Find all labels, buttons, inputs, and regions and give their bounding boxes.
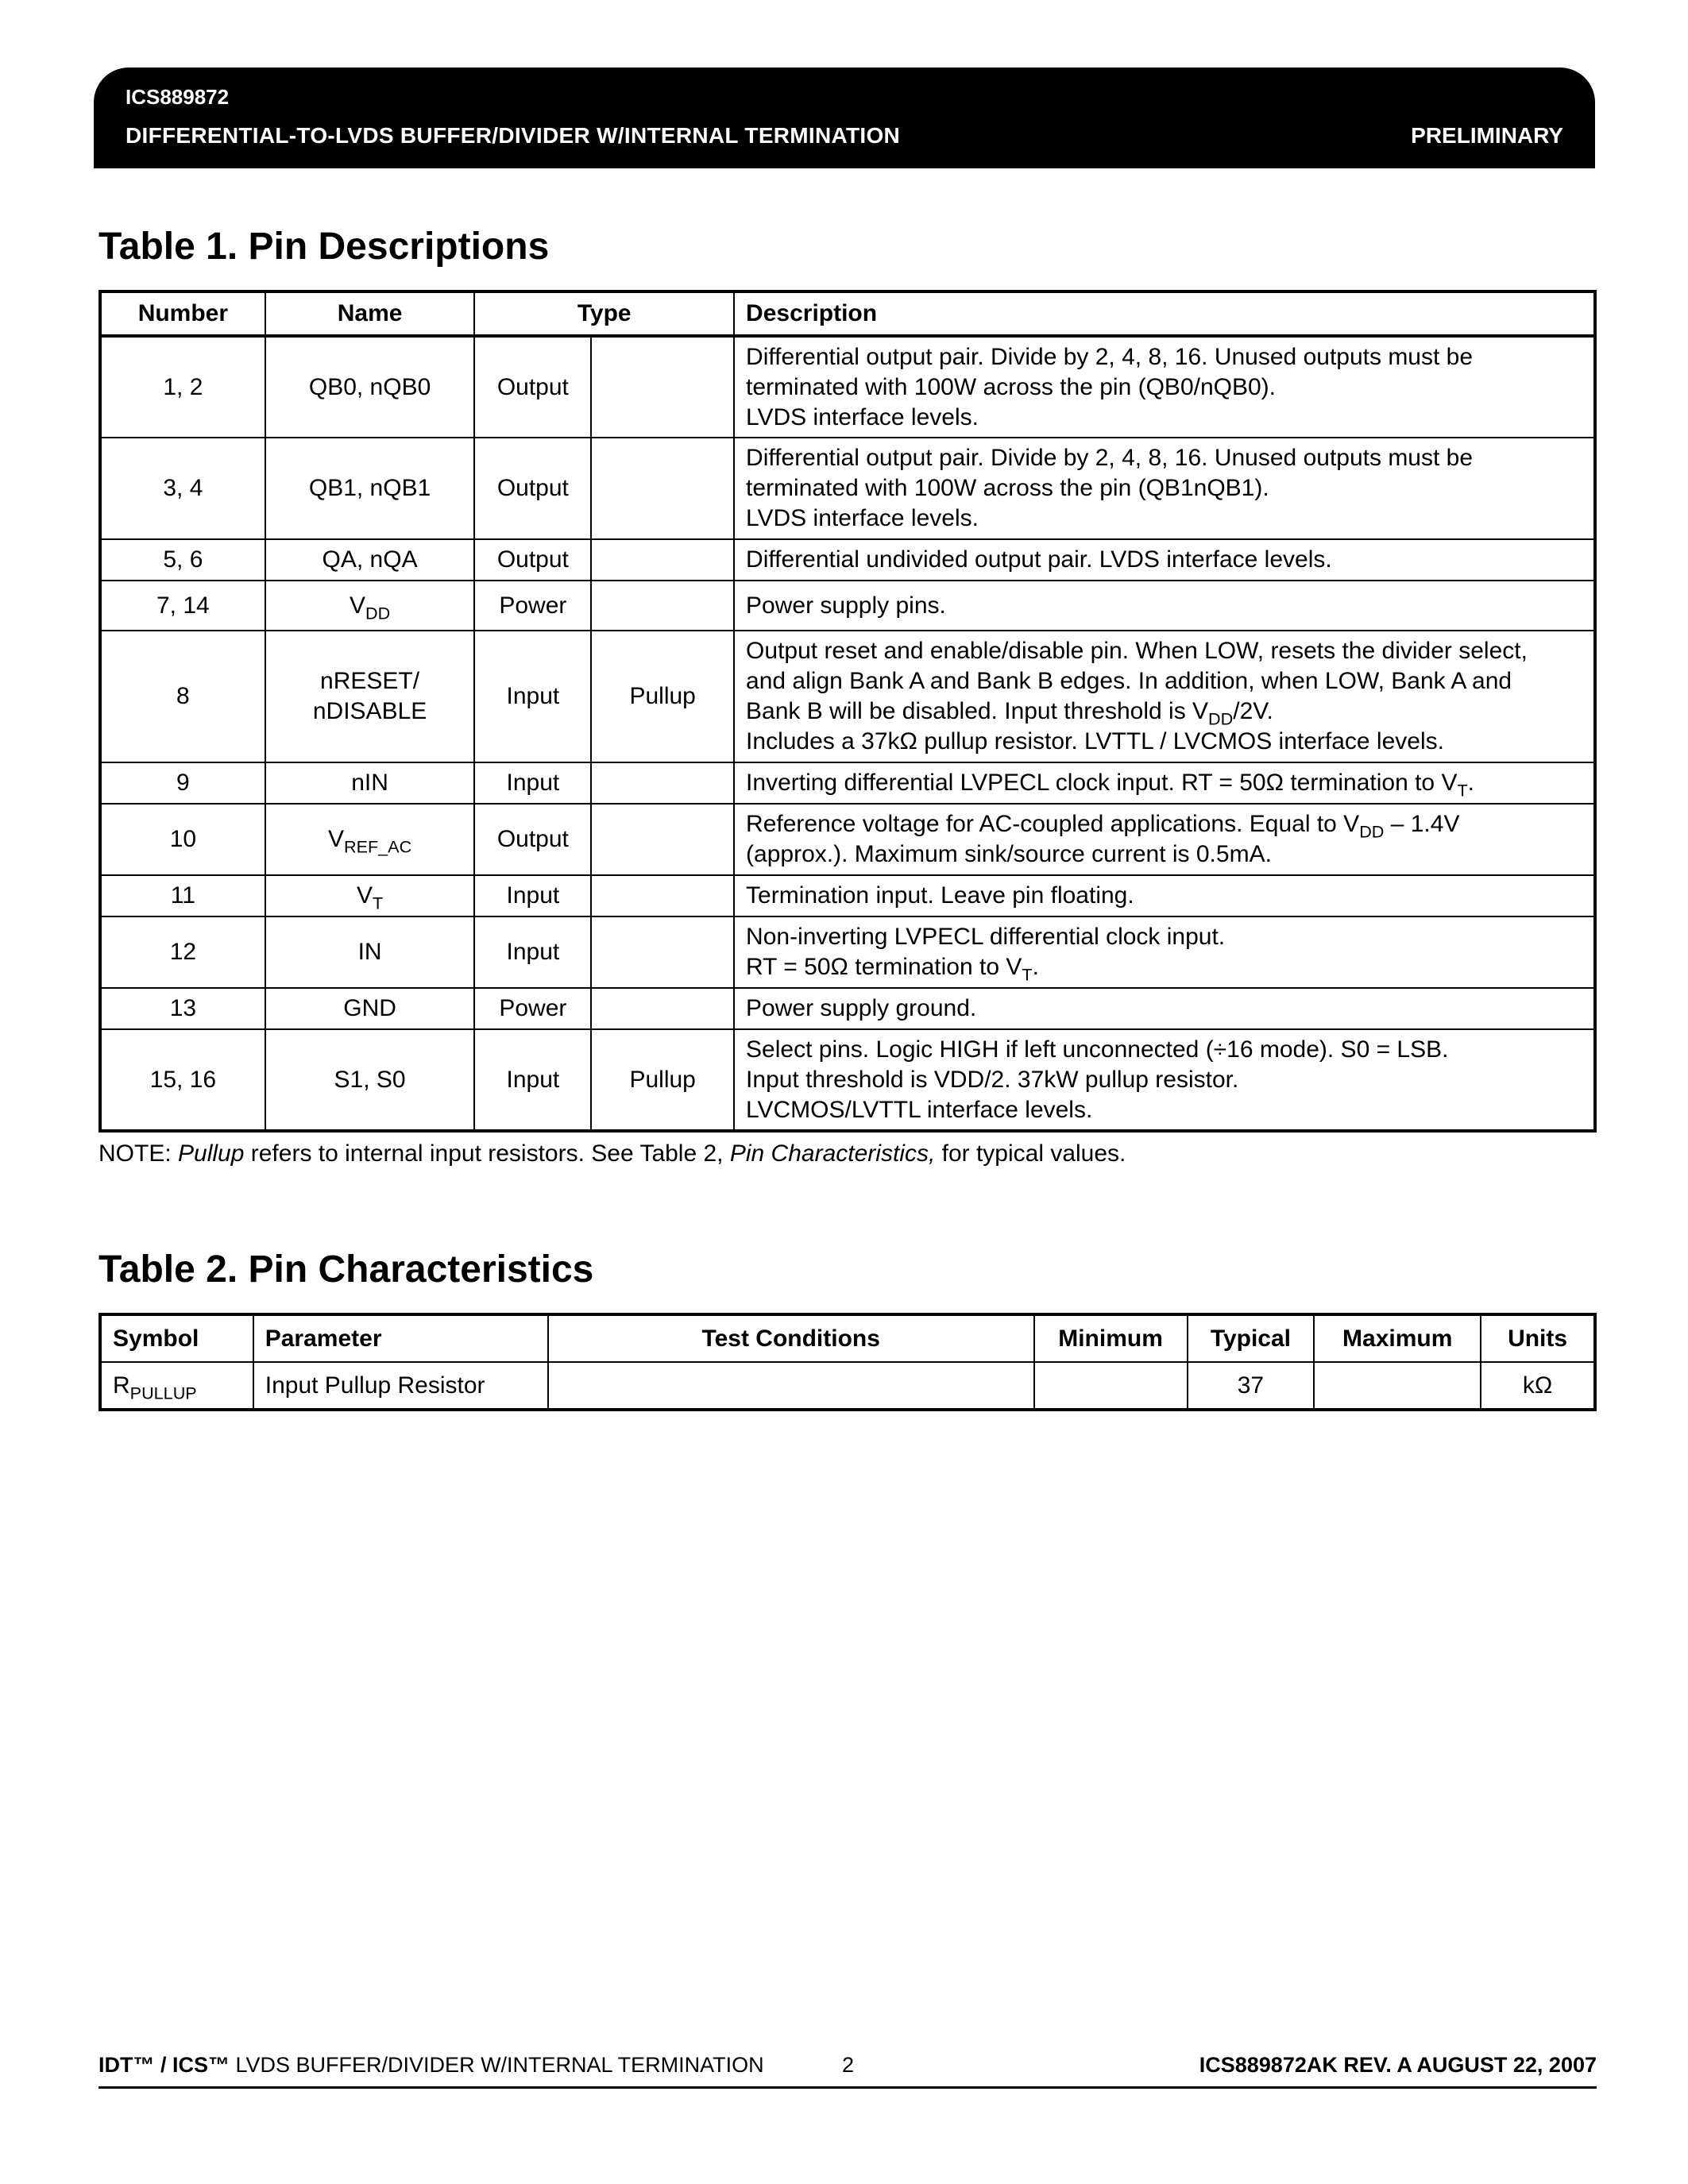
table-row xyxy=(100,1029,1595,1131)
header-units: Units xyxy=(1481,1314,1595,1362)
table-row xyxy=(100,762,1595,804)
pin-number: 1, 2 xyxy=(100,336,265,438)
pin-type: Output xyxy=(474,336,591,438)
pin-description: Non-inverting LVPECL differential clock input. RT = 50Ω termination to $V_T$. xyxy=(734,916,1595,988)
table-row xyxy=(100,336,1595,438)
symbol-cell: $R_{PULLUP}$ xyxy=(100,1362,253,1410)
pin-descriptions-table xyxy=(98,290,1597,1133)
part-number: ICS889872 xyxy=(126,85,230,109)
header-number: Number xyxy=(100,291,265,336)
pin-name: nRESET/ nDISABLE xyxy=(265,631,475,762)
pin-description: Differential output pair. Divide by 2, 4, 8, 16. Unused outputs must be terminated with 100W across the pin (QB1nQB1). LVDS interface levels. xyxy=(734,438,1595,539)
pin-description: Inverting differential LVPECL clock input. RT = 50Ω termination to $V_T$. xyxy=(734,762,1595,804)
table-row xyxy=(100,916,1595,988)
test-conditions-cell xyxy=(548,1362,1034,1410)
table-row xyxy=(100,875,1595,916)
table-header-row xyxy=(100,1314,1595,1362)
table-row xyxy=(100,988,1595,1029)
pin-pull: Pullup xyxy=(591,1029,734,1131)
pin-type: Input xyxy=(474,916,591,988)
pin-pull xyxy=(591,875,734,916)
pin-number: 13 xyxy=(100,988,265,1029)
pin-name: S1, S0 xyxy=(265,1029,475,1131)
pin-pull xyxy=(591,539,734,581)
pin-pull xyxy=(591,438,734,539)
page-header xyxy=(94,68,1595,168)
header-parameter: Parameter xyxy=(253,1314,548,1362)
header-minimum: Minimum xyxy=(1034,1314,1188,1362)
pin-name: $V_{DD}$ xyxy=(265,581,475,631)
table-row xyxy=(100,581,1595,631)
table-header-row xyxy=(100,291,1595,336)
pin-number: 3, 4 xyxy=(100,438,265,539)
footer-title: IDT™ / ICS™ LVDS BUFFER/DIVIDER W/INTERNAL TERMINATION xyxy=(98,2053,764,2077)
pin-number: 9 xyxy=(100,762,265,804)
units-cell: kΩ xyxy=(1481,1362,1595,1410)
pin-number: 15, 16 xyxy=(100,1029,265,1131)
table-row xyxy=(100,539,1595,581)
header-title: DIFFERENTIAL-TO-LVDS BUFFER/DIVIDER W/INTERNAL TERMINATION xyxy=(126,123,901,148)
pin-number: 12 xyxy=(100,916,265,988)
pin-name: IN xyxy=(265,916,475,988)
header-name: Name xyxy=(265,291,475,336)
pin-name: $V_T$ xyxy=(265,875,475,916)
pin-type: Input xyxy=(474,1029,591,1131)
table-row xyxy=(100,631,1595,762)
pin-pull xyxy=(591,916,734,988)
pin-type: Power xyxy=(474,581,591,631)
pin-type: Output xyxy=(474,804,591,875)
maximum-cell xyxy=(1314,1362,1481,1410)
pin-pull xyxy=(591,581,734,631)
pin-type: Output xyxy=(474,438,591,539)
pin-name: GND xyxy=(265,988,475,1029)
pin-description: Differential output pair. Divide by 2, 4, 8, 16. Unused outputs must be terminated with 100W across the pin (QB0/nQB0). LVDS interface levels. xyxy=(734,336,1595,438)
pin-number: 8 xyxy=(100,631,265,762)
header-typical: Typical xyxy=(1188,1314,1315,1362)
pin-type: Power xyxy=(474,988,591,1029)
pin-type: Output xyxy=(474,539,591,581)
minimum-cell xyxy=(1034,1362,1188,1410)
document-reference: ICS889872AK REV. A AUGUST 22, 2007 xyxy=(1199,2053,1597,2077)
header-symbol: Symbol xyxy=(100,1314,253,1362)
pin-description: Select pins. Logic HIGH if left unconnected (÷16 mode). S0 = LSB. Input threshold is VDD/2. 37kW pullup resistor. LVCMOS/LVTTL interface levels. xyxy=(734,1029,1595,1131)
pin-number: 11 xyxy=(100,875,265,916)
pin-characteristics-table xyxy=(98,1313,1597,1411)
table-row xyxy=(100,1362,1595,1410)
page-number: 2 xyxy=(842,2053,855,2077)
pin-name: QB1, nQB1 xyxy=(265,438,475,539)
table1-note: NOTE: Pullup refers to internal input resistors. See Table 2, Pin Characteristics, for typical values. xyxy=(98,1140,1126,1167)
pin-name: QA, nQA xyxy=(265,539,475,581)
page-footer xyxy=(98,2053,1597,2089)
pin-number: 10 xyxy=(100,804,265,875)
table-row xyxy=(100,804,1595,875)
pin-type: Input xyxy=(474,631,591,762)
header-test-conditions: Test Conditions xyxy=(548,1314,1034,1362)
pin-description: Reference voltage for AC-coupled applications. Equal to $V_{DD} - 1.4V$ (approx.). Maximum sink/source current is 0.5mA. xyxy=(734,804,1595,875)
pin-number: 5, 6 xyxy=(100,539,265,581)
pin-description: Differential undivided output pair. LVDS interface levels. xyxy=(734,539,1595,581)
pin-description: Power supply ground. xyxy=(734,988,1595,1029)
typical-cell: 37 xyxy=(1188,1362,1315,1410)
pin-name: $V_{REF\_AC}$ xyxy=(265,804,475,875)
pin-type: Input xyxy=(474,875,591,916)
pin-name: nIN xyxy=(265,762,475,804)
pin-name: QB0, nQB0 xyxy=(265,336,475,438)
pin-description: Output reset and enable/disable pin. When LOW, resets the divider select, and align Bank A and Bank B edges. In addition, when LOW, Bank A and Bank B will be disabled. Input threshold is $V_{DD}/2V$. Includes a 37kΩ pullup resistor. LVTTL / LVCMOS interface levels. xyxy=(734,631,1595,762)
pin-number: 7, 14 xyxy=(100,581,265,631)
parameter-cell: Input Pullup Resistor xyxy=(253,1362,548,1410)
table2-title: Table 2. Pin Characteristics xyxy=(98,1248,594,1291)
header-description: Description xyxy=(734,291,1595,336)
pin-pull: Pullup xyxy=(591,631,734,762)
pin-type: Input xyxy=(474,762,591,804)
header-type: Type xyxy=(474,291,734,336)
pin-pull xyxy=(591,762,734,804)
pin-pull xyxy=(591,988,734,1029)
table1-title: Table 1. Pin Descriptions xyxy=(98,226,550,268)
pin-description: Termination input. Leave pin floating. xyxy=(734,875,1595,916)
header-maximum: Maximum xyxy=(1314,1314,1481,1362)
pin-description: Power supply pins. xyxy=(734,581,1595,631)
status-label: PRELIMINARY xyxy=(1411,123,1563,148)
pin-pull xyxy=(591,804,734,875)
pin-pull xyxy=(591,336,734,438)
table-row xyxy=(100,438,1595,539)
